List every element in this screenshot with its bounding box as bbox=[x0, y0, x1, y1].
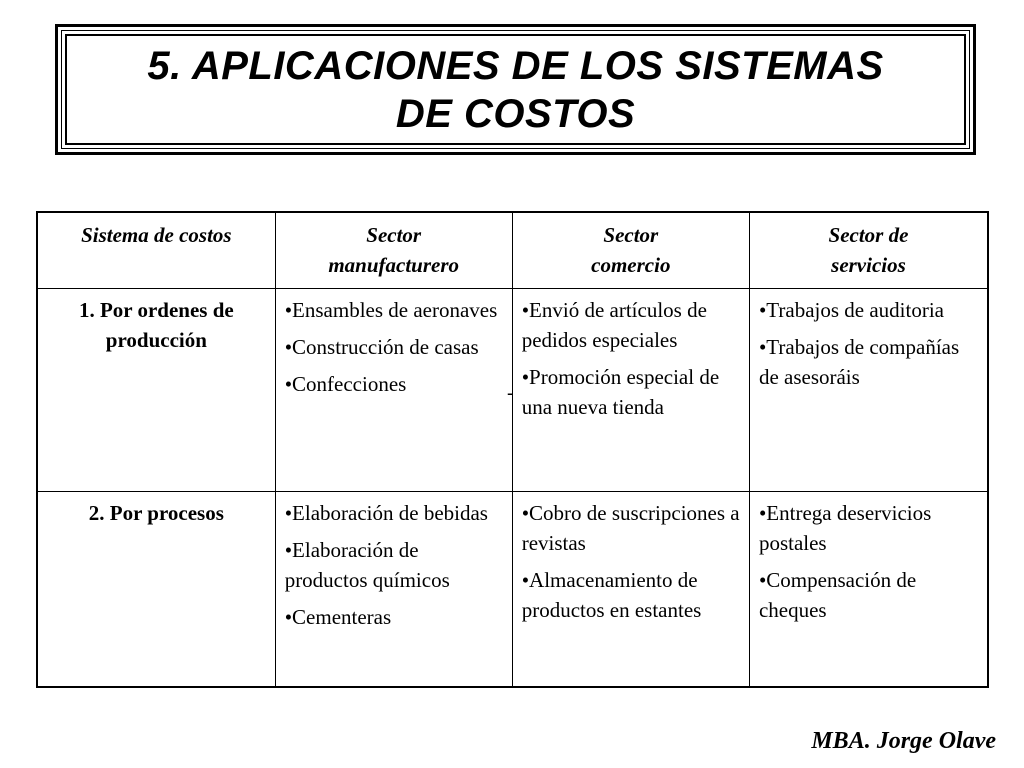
list-item: •Construcción de casas bbox=[284, 335, 479, 359]
list-item: •Trabajos de compañías de asesoráis bbox=[758, 335, 960, 389]
row-label: 2. Por procesos bbox=[88, 501, 224, 525]
row-system-ordenes-produccion bbox=[37, 289, 275, 492]
table-row bbox=[37, 492, 988, 688]
header-label: Sistema de costos bbox=[81, 223, 232, 247]
header-sector-comercio bbox=[512, 212, 749, 289]
list-item: •Almacenamiento de productos en estantes bbox=[521, 568, 702, 622]
title-box-content bbox=[65, 34, 966, 145]
list-item: •Elaboración de bebidas bbox=[284, 501, 488, 525]
stray-dash-mark: - bbox=[507, 382, 514, 404]
list-item: •Compensación de cheques bbox=[758, 568, 917, 622]
bullet-list bbox=[759, 498, 978, 625]
bullet-list bbox=[759, 295, 978, 392]
list-item: •Elaboración de productos químicos bbox=[284, 538, 450, 592]
list-item: •Entrega deservicios postales bbox=[758, 501, 932, 555]
list-item: •Envió de artículos de pedidos especiales bbox=[521, 298, 707, 352]
cell-manufacturero bbox=[275, 492, 512, 688]
cell-servicios bbox=[749, 289, 988, 492]
header-label: Sector bbox=[603, 223, 659, 247]
author-credit: MBA. Jorge Olave bbox=[811, 728, 996, 754]
header-sector-manufacturero bbox=[275, 212, 512, 289]
list-item: •Ensambles de aeronaves bbox=[284, 298, 498, 322]
bullet-list bbox=[285, 498, 503, 632]
row-system-procesos bbox=[37, 492, 275, 688]
row-label: producción bbox=[105, 328, 207, 352]
list-item: •Trabajos de auditoria bbox=[758, 298, 944, 322]
list-item: •Promoción especial de una nueva tienda bbox=[521, 365, 720, 419]
header-label: manufacturero bbox=[328, 253, 460, 277]
slide-title bbox=[147, 42, 883, 138]
slide-title-line-2: DE COSTOS bbox=[395, 91, 636, 136]
cell-comercio bbox=[512, 492, 749, 688]
list-item: •Cobro de suscripciones a revistas bbox=[521, 501, 740, 555]
cost-systems-table bbox=[36, 211, 989, 688]
list-item: •Confecciones bbox=[284, 372, 407, 396]
list-item: •Cementeras bbox=[284, 605, 392, 629]
bullet-list bbox=[522, 498, 740, 625]
cell-servicios bbox=[749, 492, 988, 688]
header-label: Sector bbox=[366, 223, 422, 247]
slide-title-line-1: 5. APLICACIONES DE LOS SISTEMAS bbox=[147, 43, 884, 88]
header-sistema-de-costos bbox=[37, 212, 275, 289]
row-label: 1. Por ordenes de bbox=[78, 298, 234, 322]
bullet-list bbox=[522, 295, 740, 422]
header-label: comercio bbox=[591, 253, 671, 277]
table-header-row bbox=[37, 212, 988, 289]
header-label: servicios bbox=[831, 253, 906, 277]
header-label: Sector de bbox=[828, 223, 909, 247]
header-sector-servicios bbox=[749, 212, 988, 289]
title-box bbox=[55, 24, 976, 155]
title-box-inner-border bbox=[61, 30, 970, 149]
cell-comercio bbox=[512, 289, 749, 492]
cell-manufacturero bbox=[275, 289, 512, 492]
bullet-list bbox=[285, 295, 503, 399]
